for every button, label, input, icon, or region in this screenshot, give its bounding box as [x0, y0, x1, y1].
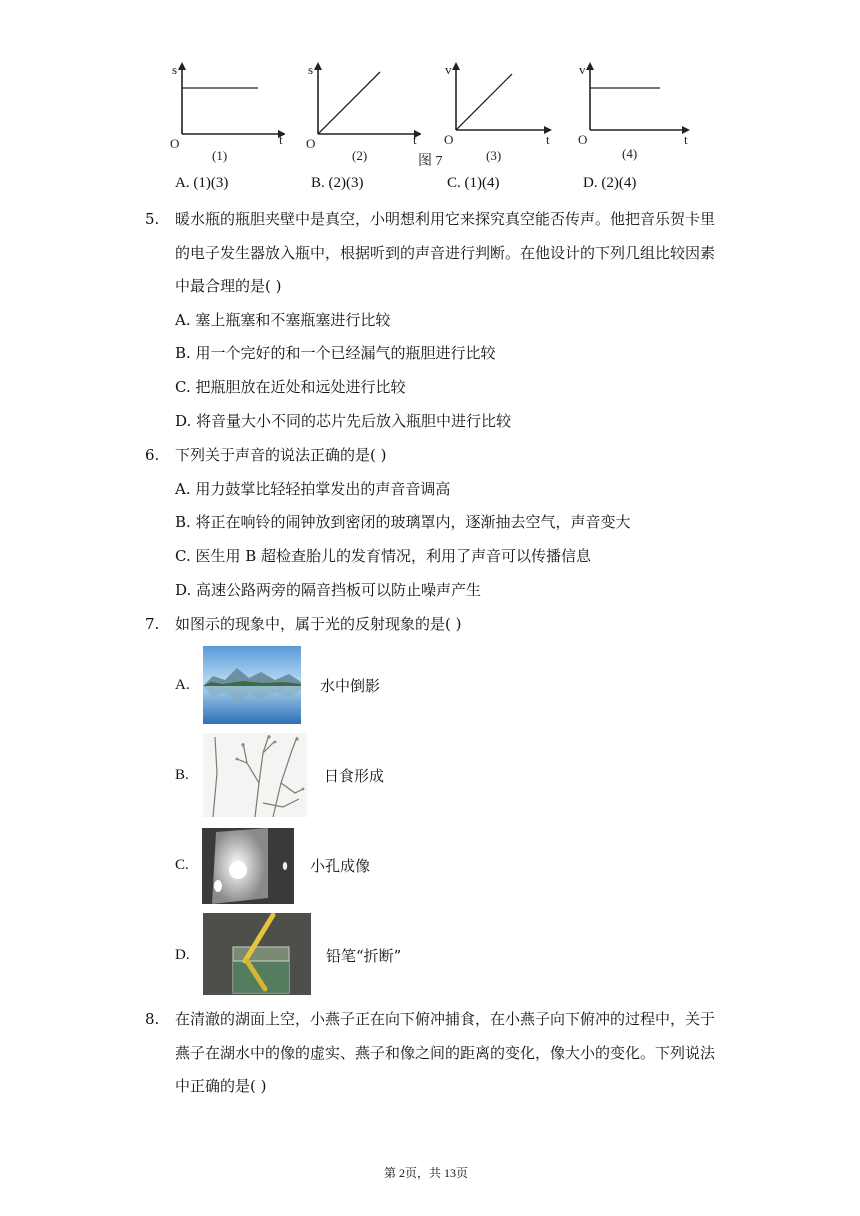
x-axis-label: t [413, 132, 417, 147]
q7-option-d-letter: D. [175, 947, 190, 963]
q7-option-a-caption: 水中倒影 [320, 677, 381, 695]
graph-number: (1) [212, 148, 228, 163]
q5-stem-line-3: 中最合理的是( ) [175, 277, 282, 295]
q8-number: 8. [145, 1010, 160, 1028]
q4-option-d: D. (2)(4) [583, 175, 637, 191]
q4-option-b: B. (2)(3) [311, 175, 364, 191]
q7-option-b-letter: B. [175, 767, 189, 783]
q5-stem-line-1: 暖水瓶的瓶胆夹壁中是真空，小明想利用它来探究真空能否传声。他把音乐贺卡里 [175, 210, 716, 228]
q7-option-b-caption: 日食形成 [324, 767, 385, 785]
y-axis-label: s [172, 62, 178, 77]
q5-option-c: C. 把瓶胆放在近处和远处进行比较 [175, 378, 406, 396]
q6-option-a: A. 用力鼓掌比轻轻拍掌发出的声音音调高 [175, 480, 451, 498]
q4-option-a: A. (1)(3) [175, 175, 229, 191]
q7-option-c-letter: C. [175, 857, 189, 873]
q6-stem: 下列关于声音的说法正确的是( ) [175, 446, 387, 464]
page-number-footer: 第 2页，共 13页 [384, 1166, 469, 1180]
q5-option-d: D. 将音量大小不同的芯片先后放入瓶胆中进行比较 [175, 412, 512, 430]
q7-option-a-letter: A. [175, 677, 190, 693]
graph-3 [436, 60, 561, 163]
graph-1 [160, 60, 285, 163]
q5-option-b: B. 用一个完好的和一个已经漏气的瓶胆进行比较 [175, 344, 496, 362]
graph-2 [296, 60, 421, 163]
x-axis-label: t [546, 132, 550, 147]
q7-option-c-caption: 小孔成像 [310, 857, 371, 875]
x-axis-label: t [684, 132, 688, 147]
q7-number: 7. [145, 615, 160, 633]
pinhole-image [202, 828, 294, 904]
origin-label: O [170, 136, 180, 151]
graph-4 [570, 60, 695, 160]
origin-label: O [306, 136, 316, 151]
q7-option-d-caption: 铅笔“折断” [326, 947, 402, 965]
origin-label: O [578, 132, 588, 147]
q5-option-a: A. 塞上瓶塞和不塞瓶塞进行比较 [175, 311, 391, 329]
q8-stem-line-2: 燕子在湖水中的像的虚实、燕子和像之间的距离的变化，像大小的变化。下列说法 [175, 1044, 716, 1062]
q5-number: 5. [145, 210, 160, 228]
graph-number: (4) [622, 146, 638, 161]
q8-stem-line-3: 中正确的是( ) [175, 1077, 267, 1095]
q8-stem-line-1: 在清澈的湖面上空，小燕子正在向下俯冲捕食，在小燕子向下俯冲的过程中，关于 [175, 1010, 716, 1028]
q7-stem: 如图示的现象中，属于光的反射现象的是( ) [175, 615, 462, 633]
pencil-in-water-image [203, 913, 311, 995]
v-t-graph-rising [436, 60, 561, 160]
y-axis-label: v [579, 62, 586, 77]
y-axis-label: v [445, 62, 452, 77]
y-axis-label: s [308, 62, 314, 77]
q6-option-c: C. 医生用 B 超检查胎儿的发育情况，利用了声音可以传播信息 [175, 547, 592, 565]
q4-option-c: C. (1)(4) [447, 175, 500, 191]
figure-caption: 图 7 [418, 154, 443, 169]
origin-label: O [444, 132, 454, 147]
lake-reflection-image [203, 646, 301, 724]
graph-number: (3) [486, 148, 502, 163]
branches-image [203, 733, 307, 817]
x-axis-label: t [279, 132, 283, 147]
q5-stem-line-2: 的电子发生器放入瓶中，根据听到的声音进行判断。在他设计的下列几组比较因素 [175, 244, 716, 262]
v-t-graph-horizontal [570, 60, 695, 160]
q6-option-b: B. 将正在响铃的闹钟放到密闭的玻璃罩内，逐渐抽去空气，声音变大 [175, 513, 631, 531]
q6-option-d: D. 高速公路两旁的隔音挡板可以防止噪声产生 [175, 581, 482, 599]
graph-number: (2) [352, 148, 368, 163]
q6-number: 6. [145, 446, 160, 464]
